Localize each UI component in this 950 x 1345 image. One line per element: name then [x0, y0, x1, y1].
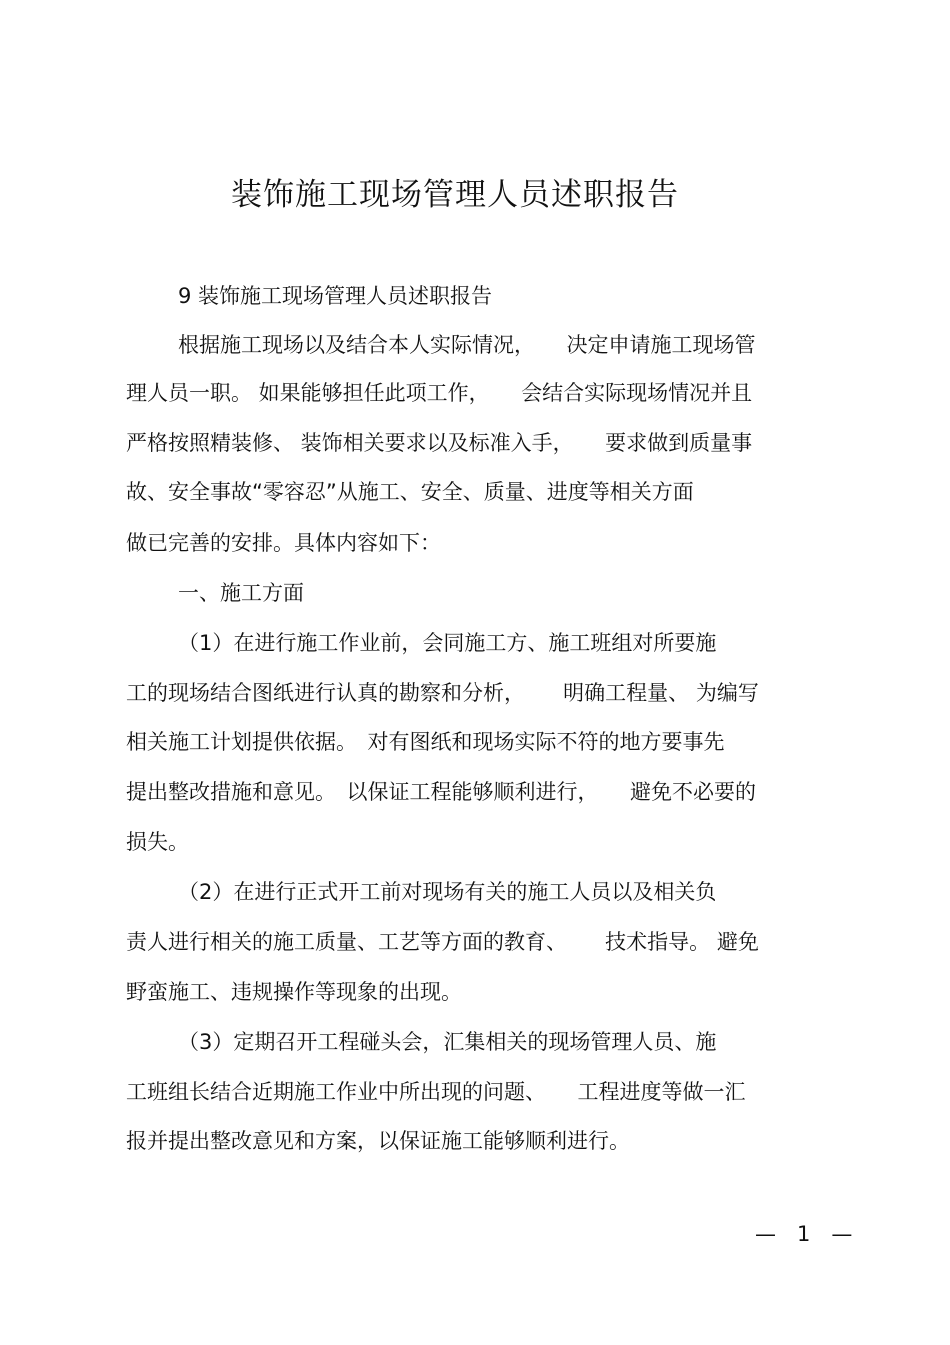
paragraph-line: 野蛮施工、违规操作等现象的出现。: [126, 980, 462, 1004]
paragraph-line: 工班组长结合近期施工作业中所出现的问题、 工程进度等做一汇: [126, 1080, 746, 1104]
paragraph-line: 相关施工计划提供依据。 对有图纸和现场实际不符的地方要事先: [126, 730, 725, 754]
paragraph-line: （1）在进行施工作业前，会同施工方、施工班组对所要施: [178, 631, 717, 655]
paragraph-line: （3）定期召开工程碰头会，汇集相关的现场管理人员、施: [178, 1030, 717, 1054]
paragraph-line: 理人员一职。 如果能够担任此项工作， 会结合实际现场情况并且: [126, 381, 753, 405]
paragraph-line: 报并提出整改意见和方案，以保证施工能够顺利进行。: [126, 1129, 630, 1153]
paragraph-line: 提出整改措施和意见。 以保证工程能够顺利进行， 避免不必要的: [126, 780, 756, 804]
paragraph-line: （2）在进行正式开工前对现场有关的施工人员以及相关负: [178, 880, 717, 904]
document-title: 装饰施工现场管理人员述职报告: [231, 177, 679, 213]
page-number: — 1 —: [755, 1222, 853, 1246]
paragraph-line: 故、安全事故“零容忍”从施工、安全、质量、进度等相关方面: [126, 480, 694, 504]
paragraph-line: 严格按照精装修、 装饰相关要求以及标准入手， 要求做到质量事: [126, 431, 753, 455]
paragraph-line: 责人进行相关的施工质量、工艺等方面的教育、 技术指导。 避免: [126, 930, 759, 954]
paragraph-line: 根据施工现场以及结合本人实际情况， 决定申请施工现场管: [178, 333, 756, 357]
paragraph-line: 损失。: [126, 830, 189, 854]
paragraph-line: 做已完善的安排。具体内容如下：: [126, 531, 441, 555]
section-heading: 一、施工方面: [178, 581, 304, 605]
paragraph-line: 工的现场结合图纸进行认真的勘察和分析， 明确工程量、 为编写: [126, 681, 759, 705]
document-subtitle: 9 装饰施工现场管理人员述职报告: [178, 284, 493, 308]
